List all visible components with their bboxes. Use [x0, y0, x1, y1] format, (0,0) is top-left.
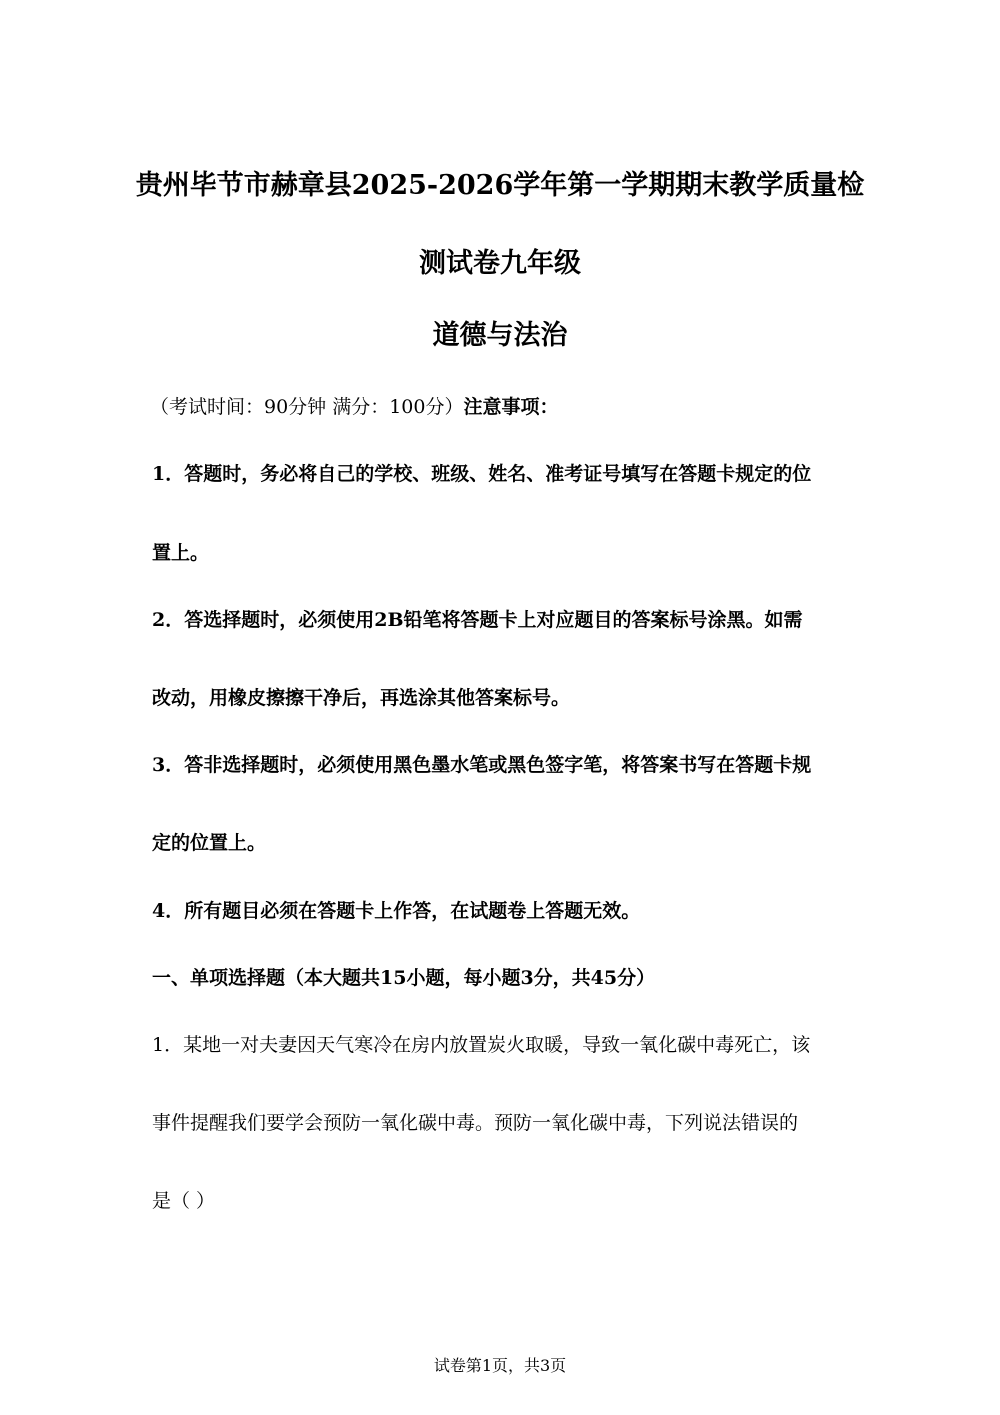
notice-1-line-2: 置上。: [152, 542, 210, 564]
notice-2-line-2: 改动，用橡皮擦擦干净后，再选涂其他答案标号。: [152, 687, 571, 709]
exam-info-line: [150, 393, 850, 421]
exam-subject: 道德与法治: [432, 320, 568, 351]
notice-3-line-1: 3．答非选择题时，必须使用黑色墨水笔或黑色签字笔，将答案书写在答题卡规: [152, 754, 812, 776]
notice-2-line-1: 2．答选择题时，必须使用2B铅笔将答题卡上对应题目的答案标号涂黑。如需: [152, 609, 803, 631]
notice-3-line-2: 定的位置上。: [152, 832, 267, 854]
notice-label: 注意事项：: [463, 396, 559, 418]
question-1-line-2: 事件提醒我们要学会预防一氧化碳中毒。预防一氧化碳中毒，下列说法错误的: [152, 1112, 799, 1134]
exam-title-line-2: 测试卷九年级: [419, 248, 581, 279]
notice-4-line-1: 4．所有题目必须在答题卡上作答，在试题卷上答题无效。: [152, 900, 641, 922]
page-footer: 试卷第1页，共3页: [433, 1356, 567, 1375]
section-1-heading: 一、单项选择题（本大题共15小题，每小题3分，共45分）: [152, 967, 656, 989]
exam-title-line-1: 贵州毕节市赫章县2025-2026学年第一学期期末教学质量检: [135, 170, 865, 201]
exam-time-score: （考试时间：90分钟 满分：100分）: [150, 396, 464, 418]
question-1-line-3: 是（ ）: [152, 1190, 216, 1212]
notice-1-line-1: 1．答题时，务必将自己的学校、班级、姓名、准考证号填写在答题卡规定的位: [152, 463, 812, 485]
question-1-line-1: 1．某地一对夫妻因天气寒冷在房内放置炭火取暖，导致一氧化碳中毒死亡，该: [152, 1034, 811, 1056]
